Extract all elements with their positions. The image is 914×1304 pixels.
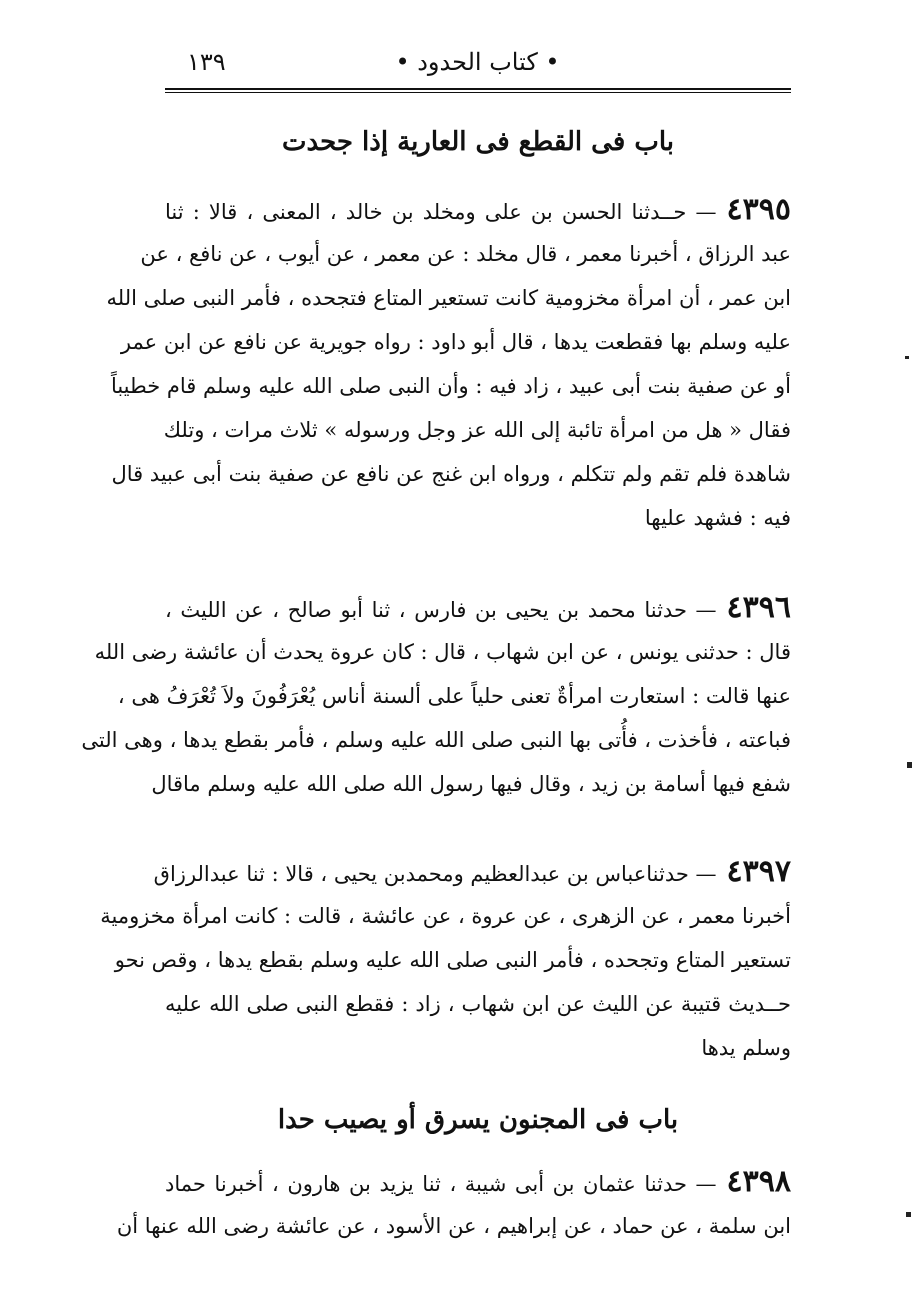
hadith-4397 (100, 850, 791, 1070)
text-line: عبد الرزاق ، أخبرنا معمر ، قال مخلد : عن معمر ، عن أيوب ، عن نافع ، عن (140, 242, 791, 266)
header-rule (165, 88, 791, 93)
hadith-4398 (116, 1160, 791, 1248)
text-line: شفع فيها أسامة بن زيد ، وقال فيها رسول الله صلى الله عليه وسلم ماقال (151, 772, 791, 796)
page-header (165, 44, 790, 84)
margin-mark (907, 762, 912, 768)
text-line: ٤٣٩٥— حــدثنا الحسن بن على ومخلد بن خالد ، المعنى ، قالا : ثنا (165, 192, 791, 227)
hadith-number: ٤٣٩٦ (726, 590, 791, 625)
text-line: عنها قالت : استعارت امرأةٌ تعنى حلياً على ألسنة أناس يُعْرَفُونَ ولاَ تُعْرَفُ هى ، (117, 684, 791, 708)
text-line: فيه : فشهد عليها (644, 506, 791, 530)
page-number: ١٣٩ (187, 48, 226, 76)
text-line: شاهدة فلم تقم ولم تتكلم ، ورواه ابن غنج عن نافع عن صفية بنت أبى عبيد قال (111, 462, 791, 486)
hadith-number: ٤٣٩٥ (726, 192, 791, 227)
hadith-4395 (106, 188, 791, 540)
running-title: • كتاب الحدود • (395, 48, 560, 76)
text-line: فقال « هل من امرأة تائبة إلى الله عز وجل ورسوله » ثلاث مرات ، وتلك (163, 418, 791, 442)
text-line: أخبرنا معمر ، عن الزهرى ، عن عروة ، عن عائشة ، قالت : كانت امرأة مخزومية (100, 904, 791, 928)
section-title: باب فى القطع فى العارية إذا جحدت (282, 127, 674, 157)
text-line: ابن عمر ، أن امرأة مخزومية كانت تستعير المتاع فتجحده ، فأمر النبى صلى الله (106, 286, 791, 310)
section-title: باب فى المجنون يسرق أو يصيب حدا (277, 1105, 679, 1135)
text-line: عليه وسلم بها فقطعت يدها ، قال أبو داود : رواه جويرية عن نافع عن ابن عمر (120, 330, 791, 354)
text-line: وسلم يدها (701, 1036, 791, 1060)
margin-mark (906, 1212, 911, 1217)
text-line: ٤٣٩٨— حدثنا عثمان بن أبى شيبة ، ثنا يزيد بن هارون ، أخبرنا حماد (165, 1164, 791, 1199)
margin-mark (905, 356, 909, 359)
text-line: ٤٣٩٧— حدثناعباس بن عبدالعظيم ومحمدبن يحيى ، قالا : ثنا عبدالرزاق (153, 854, 791, 889)
text-line: أو عن صفية بنت أبى عبيد ، زاد فيه : وأن النبى صلى الله عليه وسلم قام خطيباً (110, 374, 791, 398)
text-line: قال : حدثنى يونس ، عن ابن شهاب ، قال : كان عروة يحدث أن عائشة رضى الله (94, 640, 791, 664)
hadith-4396 (81, 586, 791, 806)
text-line: فباعته ، فأخذت ، فأُتى بها النبى صلى الله عليه وسلم ، فأمر بقطع يدها ، وهى التى (81, 728, 791, 752)
text-line: تستعير المتاع وتجحده ، فأمر النبى صلى الله عليه وسلم بقطع يدها ، وقص نحو (114, 948, 791, 972)
hadith-number: ٤٣٩٨ (726, 1164, 791, 1199)
text-line: حــديث قتيبة عن الليث عن ابن شهاب ، زاد : فقطع النبى صلى الله عليه (165, 992, 791, 1016)
text-line: ٤٣٩٦— حدثنا محمد بن يحيى بن فارس ، ثنا أبو صالح ، عن الليث ، (165, 590, 791, 625)
hadith-number: ٤٣٩٧ (726, 854, 791, 889)
text-line: ابن سلمة ، عن حماد ، عن إبراهيم ، عن الأسود ، عن عائشة رضى الله عنها أن (116, 1214, 791, 1238)
